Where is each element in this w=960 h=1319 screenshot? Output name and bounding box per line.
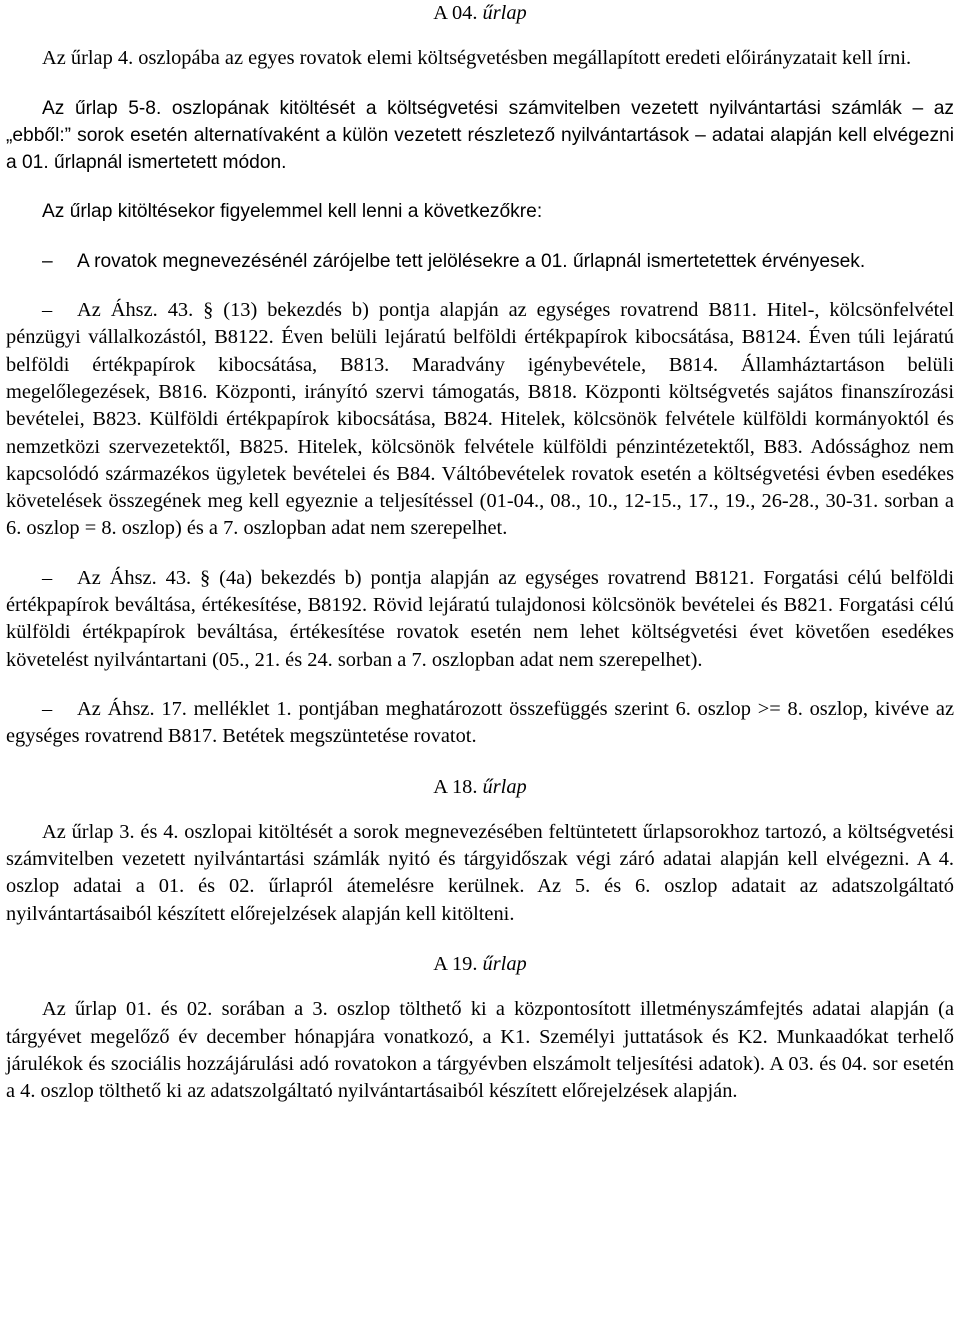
dash-bullet: – [42, 566, 53, 589]
paragraph-04-2: Az űrlap 5-8. oszlopának kitöltését a költségvetési számvitelben vezetett nyilvántartási számlák – az „ebből:” sorok esetén alternatívaként a külön vezetett részletező nyilvántartások – adatai alapján kell elvégezni a 01. űrlapnál ismertetett módon. [6, 97, 954, 174]
paragraph-18-1: Az űrlap 3. és 4. oszlopai kitöltését a sorok megnevezésében feltüntetett űrlapsorokhoz tartozó, a költségvetési számvitelben vezetett nyilvántartási számlák nyitó és tárgyidőszak végi záró adatai alapján kell elvégezni. A 4. oszlop adatai a 01. és 02. űrlapról átemelésre kerülnek. Az 5. és 6. oszlop adatait az adatszolgáltató nyilvántartásaiból készített előrejelzések alapján kell kitölteni. [6, 820, 954, 925]
dash-bullet: – [42, 250, 53, 272]
section-heading-19: A 19. űrlap [433, 953, 527, 976]
paragraph-19-1: Az űrlap 01. és 02. sorában a 3. oszlop tölthető ki a központosított illetményszámfejtés adatai alapján (a tárgyévet megelőző év december hónapjára vonatkozó, a K1. Személyi juttatások és K2. Munkaadókat terhelő járulékok és szociális hozzájárulási adó rovatokon a tárgyévben elszámolt teljesítési adatok). A 03. és 04. sor esetén a 4. oszlop tölthető ki az adatszolgáltató nyilvántartásaiból készített előrejelzések alapján. [6, 998, 954, 1103]
list-item-04-2: – Az Áhsz. 43. § (13) bekezdés b) pontja alapján az egységes rovatrend B811. Hitel-, kölcsönfelvétel pénzügyi vállalkozástól, B8122. Éven belüli lejáratú belföldi értékpapírok kibocsátása, B8124. Éven túli lejáratú belföldi értékpapírok kibocsátása, B813. Maradvány igénybevétele, B814. Államháztartáson belüli megelőlegezések, B816. Központi, irányító szervi támogatás, B818. Központi költségvetés sajátos finanszírozási bevételei, B823. Külföldi értékpapírok kibocsátása, B824. Hitelek, kölcsönök felvétele külföldi kormányoktól és nemzetközi szervezetektől, B825. Hitelek, kölcsönök felvétele külföldi pénzintézetektől, B83. Adóssághoz nem kapcsolódó származékos ügyletek bevételei és B84. Váltóbevételek rovatok esetén a költségvetési évben esedékes követelések összegének meg kell egyeznie a teljesítéssel (01-04., 08., 10., 12-15., 17., 19., 26-28., 30-31. sorban a 6. oszlop = 8. oszlop) és a 7. oszlopban adat nem szerepelhet. [6, 299, 954, 540]
list-item-04-1: – A rovatok megnevezésénél zárójelbe tett jelölésekre a 01. űrlapnál ismertetettek érvényesek. [6, 248, 954, 275]
dash-bullet: – [42, 299, 53, 322]
list-item-04-4: – Az Áhsz. 17. melléklet 1. pontjában meghatározott összefüggés szerint 6. oszlop >= 8. oszlop, kivéve az egységes rovatrend B817. Betétek megszüntetése rovatot. [6, 697, 954, 748]
list-item-04-3: – Az Áhsz. 43. § (4a) bekezdés b) pontja alapján az egységes rovatrend B8121. Forgatási célú belföldi értékpapírok beváltása, értékesítése, B8192. Rövid lejáratú tulajdonosi kölcsönök bevételei és B821. Forgatási célú külföldi értékpapírok beváltása, értékesítése rovatok esetén nem lehet költségvetési évet követően esedékes követelést nyilvántartani (05., 21. és 24. sorban a 7. oszlopban adat nem szerepelhet). [6, 566, 954, 671]
section-heading-18: A 18. űrlap [433, 775, 527, 798]
paragraph-04-3: Az űrlap kitöltésekor figyelemmel kell lenni a következőkre: [42, 201, 543, 223]
paragraph-04-1: Az űrlap 4. oszlopába az egyes rovatok elemi költségvetésben megállapított eredeti előirányzatait kell írni. [42, 47, 912, 70]
section-heading-04: A 04. űrlap [433, 2, 527, 24]
dash-bullet: – [42, 697, 53, 720]
